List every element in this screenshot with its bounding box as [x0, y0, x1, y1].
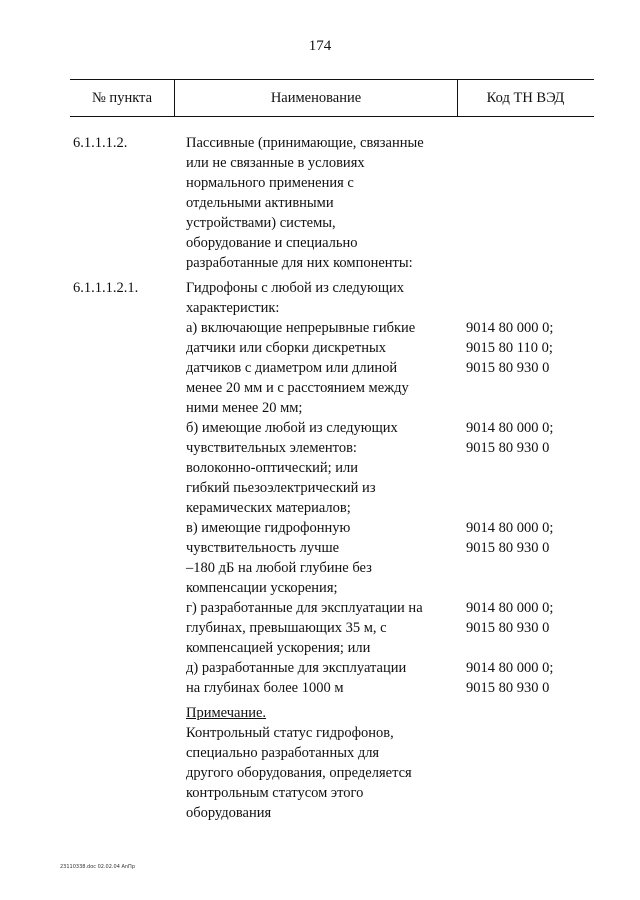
sub-item-line: г) разработанные для эксплуатации на — [186, 600, 423, 616]
sub-item-line: датчиков с диаметром или длиной — [186, 360, 398, 376]
sub-item-line: чувствительность лучше — [186, 540, 340, 556]
note-line: другого оборудования, определяется — [186, 765, 412, 781]
sub-item-line: датчики или сборки дискретных — [186, 340, 386, 356]
item-number: 6.1.1.1.2. — [73, 135, 128, 151]
note-line: оборудования — [186, 805, 272, 821]
entry-text-line: нормального применения с — [186, 175, 354, 191]
sub-item-line: д) разработанные для эксплуатации — [186, 660, 407, 676]
entry-text-line: Гидрофоны с любой из следующих — [186, 280, 405, 296]
tn-ved-code: 9014 80 000 0; — [466, 660, 554, 676]
item-number: 6.1.1.1.2.1. — [73, 280, 139, 296]
sub-item-line: чувствительных элементов: — [186, 440, 357, 456]
header-name: Наименование — [174, 80, 458, 116]
entry-text-line: разработанные для них компоненты: — [186, 255, 413, 271]
sub-item-line: компенсацией ускорения; или — [186, 640, 371, 656]
tn-ved-code: 9015 80 930 0 — [466, 360, 550, 376]
sub-item-line: глубинах, превышающих 35 м, с — [186, 620, 387, 636]
note-title: Примечание. — [186, 705, 267, 721]
note-line: специально разработанных для — [186, 745, 380, 761]
tn-ved-code: 9015 80 930 0 — [466, 620, 550, 636]
page-number: 174 — [308, 38, 332, 54]
header-item-number: № пункта — [91, 90, 153, 106]
note-line: Контрольный статус гидрофонов, — [186, 725, 394, 741]
header-tn-ved-code: Код ТН ВЭД — [486, 90, 565, 106]
entry-text-line: или не связанные в условиях — [186, 155, 365, 171]
note-line: контрольным статусом этого — [186, 785, 364, 801]
sub-item-line: компенсации ускорения; — [186, 580, 338, 596]
tn-ved-code: 9014 80 000 0; — [466, 520, 554, 536]
table-header — [70, 79, 594, 117]
footer-file-reference: 23110338.doc 02.02.04 AnПр — [60, 864, 135, 870]
sub-item-line: ними менее 20 мм; — [186, 400, 303, 416]
sub-item-line: –180 дБ на любой глубине без — [186, 560, 372, 576]
sub-item-line: на глубинах более 1000 м — [186, 680, 344, 696]
sub-item-line: гибкий пьезоэлектрический из — [186, 480, 376, 496]
tn-ved-code: 9015 80 930 0 — [466, 540, 550, 556]
entry-text-line: отдельными активными — [186, 195, 334, 211]
sub-item-line: менее 20 мм и с расстоянием между — [186, 380, 409, 396]
tn-ved-code: 9015 80 930 0 — [466, 440, 550, 456]
entry-text-line: Пассивные (принимающие, связанные — [186, 135, 424, 151]
tn-ved-code: 9014 80 000 0; — [466, 320, 554, 336]
sub-item-line: а) включающие непрерывные гибкие — [186, 320, 416, 336]
tn-ved-code: 9015 80 930 0 — [466, 680, 550, 696]
entry-text-line: оборудование и специально — [186, 235, 358, 251]
entry-text-line: характеристик: — [186, 300, 280, 316]
tn-ved-code: 9015 80 110 0; — [466, 340, 553, 356]
sub-item-line: в) имеющие гидрофонную — [186, 520, 351, 536]
sub-item-line: волоконно-оптический; или — [186, 460, 359, 476]
sub-item-line: б) имеющие любой из следующих — [186, 420, 398, 436]
entry-text-line: устройствами) системы, — [186, 215, 336, 231]
tn-ved-code: 9014 80 000 0; — [466, 600, 554, 616]
tn-ved-code: 9014 80 000 0; — [466, 420, 554, 436]
sub-item-line: керамических материалов; — [186, 500, 351, 516]
